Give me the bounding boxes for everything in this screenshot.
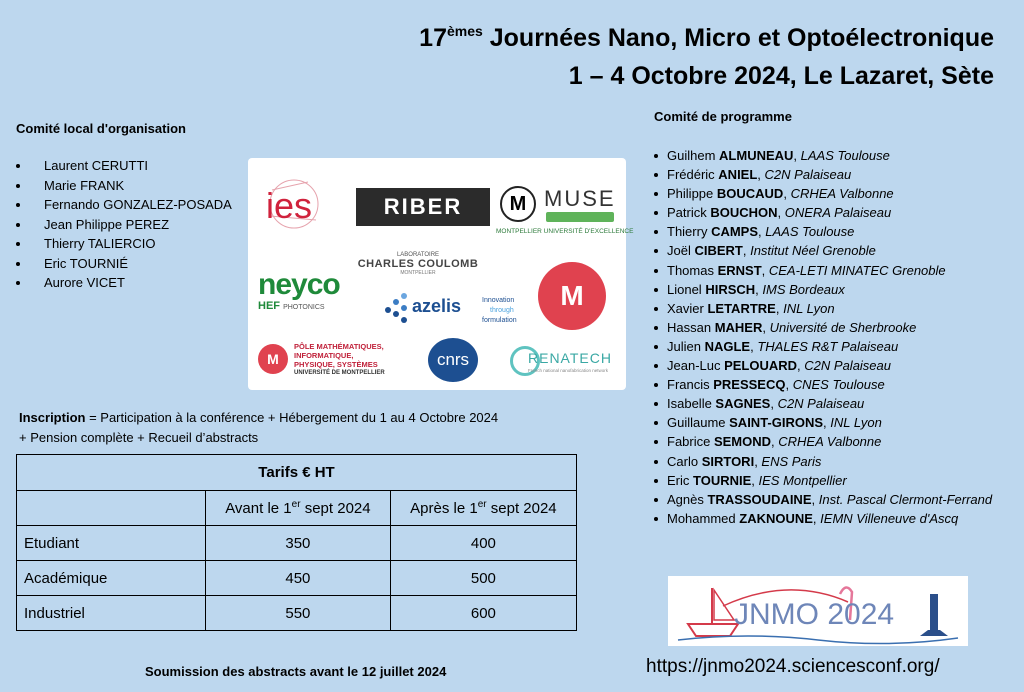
list-item: Fabrice SEMOND, CRHEA Valbonne xyxy=(652,432,992,451)
list-item: Jean Philippe PEREZ xyxy=(14,215,232,235)
renatech-logo: RENATECH French national nanofabrication network xyxy=(510,346,620,382)
list-item: Philippe BOUCAUD, CRHEA Valbonne xyxy=(652,184,992,203)
list-item: Mohammed ZAKNOUNE, IEMN Villeneuve d'Ascq xyxy=(652,509,992,528)
list-item: Lionel HIRSCH, IMS Bordeaux xyxy=(652,280,992,299)
conference-url[interactable]: https://jnmo2024.sciencesconf.org/ xyxy=(646,656,940,677)
azelis-logo: azelis Innovation through formulation xyxy=(380,288,560,338)
lcc-logo: LABORATOIRE CHARLES COULOMB MONTPELLIER xyxy=(357,252,479,276)
tarifs-title: Tarifs € HT xyxy=(17,455,577,491)
list-item: Thomas ERNST, CEA-LETI MINATEC Grenoble xyxy=(652,261,992,280)
list-item: Francis PRESSECQ, CNES Toulouse xyxy=(652,375,992,394)
list-item: Fernando GONZALEZ-POSADA xyxy=(14,195,232,215)
column-header-apres: Après le 1er sept 2024 xyxy=(390,491,576,526)
um-seal-logo: M xyxy=(538,262,606,330)
list-item: Jean-Luc PELOUARD, C2N Palaiseau xyxy=(652,356,992,375)
column-header-avant: Avant le 1er sept 2024 xyxy=(206,491,391,526)
list-item: Joël CIBERT, Institut Néel Grenoble xyxy=(652,241,992,260)
cnrs-logo: cnrs xyxy=(428,338,478,382)
jnmo-logo xyxy=(668,576,968,646)
list-item: Julien NAGLE, THALES R&T Palaiseau xyxy=(652,337,992,356)
page-title xyxy=(419,12,994,95)
list-item: Aurore VICET xyxy=(14,273,232,293)
list-item: Isabelle SAGNES, C2N Palaiseau xyxy=(652,394,992,413)
list-item: Frédéric ANIEL, C2N Palaiseau xyxy=(652,165,992,184)
list-item: Marie FRANK xyxy=(14,176,232,196)
list-item: Agnès TRASSOUDAINE, Inst. Pascal Clermont-Ferrand xyxy=(652,490,992,509)
svg-text:JNMO 2024: JNMO 2024 xyxy=(734,598,895,631)
sponsor-logos-panel xyxy=(248,158,634,390)
local-committee-heading: Comité local d'organisation xyxy=(16,121,186,136)
list-item: Carlo SIRTORI, ENS Paris xyxy=(652,452,992,471)
list-item: Eric TOURNIÉ xyxy=(14,254,232,274)
pole-mips-logo: M PÔLE MATHÉMATIQUES, INFORMATIQUE, PHYSIQUE, SYSTÈMES UNIVERSITÉ DE MONTPELLIER xyxy=(258,340,398,384)
list-item: Thierry TALIERCIO xyxy=(14,234,232,254)
table-row: Etudiant 350 400 xyxy=(17,526,577,561)
table-row: Académique 450 500 xyxy=(17,561,577,596)
list-item: Guilhem ALMUNEAU, LAAS Toulouse xyxy=(652,146,992,165)
table-row: Industriel 550 600 xyxy=(17,596,577,631)
list-item: Guillaume SAINT-GIRONS, INL Lyon xyxy=(652,413,992,432)
neyco-logo: neyco HEF PHOTONICS xyxy=(258,268,340,312)
list-item: Xavier LETARTRE, INL Lyon xyxy=(652,299,992,318)
table-row xyxy=(17,491,577,526)
muse-logo: M MUSE MONTPELLIER UNIVERSITÉ D'EXCELLENCE xyxy=(496,186,634,235)
tarifs-table xyxy=(16,454,577,631)
list-item: Eric TOURNIE, IES Montpellier xyxy=(652,471,992,490)
inscription-text: Inscription = Participation à la conférence + Hébergement du 1 au 4 Octobre 2024 + Pension complète + Recueil d’abstracts xyxy=(19,410,499,445)
ies-logo xyxy=(258,176,348,231)
riber-logo: RIBER xyxy=(356,188,490,226)
program-committee-heading: Comité de programme xyxy=(654,109,792,124)
list-item: Laurent CERUTTI xyxy=(14,156,232,176)
list-item: Thierry CAMPS, LAAS Toulouse xyxy=(652,222,992,241)
local-committee-list xyxy=(14,156,232,293)
svg-text:ies: ies xyxy=(266,185,313,226)
list-item: Patrick BOUCHON, ONERA Palaiseau xyxy=(652,203,992,222)
title-line-1: 17èmes Journées Nano, Micro et Optoélectronique xyxy=(419,23,994,52)
program-committee-list xyxy=(652,146,992,528)
title-line-2: 1 – 4 Octobre 2024, Le Lazaret, Sète xyxy=(568,62,994,90)
submission-deadline: Soumission des abstracts avant le 12 juillet 2024 xyxy=(145,664,447,679)
list-item: Hassan MAHER, Université de Sherbrooke xyxy=(652,318,992,337)
